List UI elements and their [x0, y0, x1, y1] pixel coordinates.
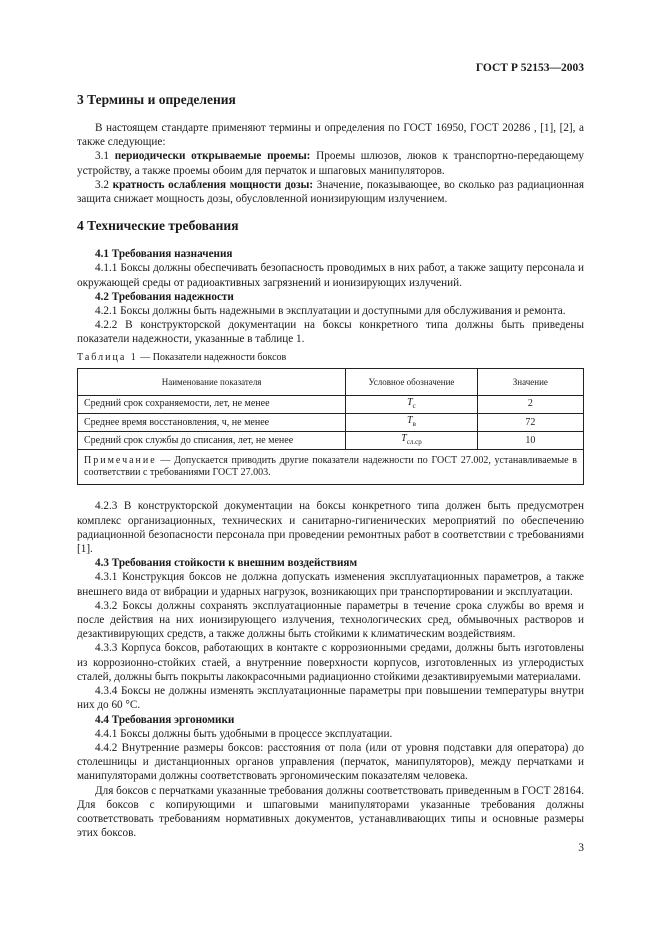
- table-note: [78, 450, 584, 485]
- table-header-symbol: Условное обозначение: [346, 368, 478, 395]
- term-3-2: [77, 178, 584, 206]
- term-3-1: [77, 149, 584, 177]
- clause-4-4-2: 4.4.2 Внутренние размеры боксов: расстояния от пола (или от уровня подставки для оператора) до столешницы и дистанционных органов управления (перчаток, манипуляторов), между перчатками и манипуляторами должны соответствовать эргономическим показателям человека.: [77, 741, 584, 783]
- table-note-row: [78, 450, 584, 485]
- clause-4-1-1: 4.1.1 Боксы должны обеспечивать безопасность проводимых в них работ, а также защиту персонала и окружающей среды от радиоактивных загрязнений и ионизирующих излучений.: [77, 262, 584, 289]
- subsection-4-4-title: 4.4 Требования эргономики: [95, 713, 235, 726]
- clause-4-2-1: 4.2.1 Боксы должны быть надежными в эксплуатации и доступными для обслуживания и ремонта.: [95, 305, 566, 318]
- table-row: [78, 432, 584, 450]
- clause-4-2-2: 4.2.2 В конструкторской документации на боксы конкретного типа должны быть приведены показатели надежности, указанные в таблице 1.: [77, 319, 584, 346]
- table-header-name: Наименование показателя: [78, 368, 346, 395]
- table-header-value: Значение: [477, 368, 583, 395]
- term-3-2-definition: Значение, показывающее, во сколько раз радиационная защита снижает мощность дозы, обусловленной ионизирующим излучением.: [77, 178, 585, 206]
- section-3-title: 3 Термины и определения: [77, 92, 236, 107]
- table-cell-name: Средний срок сохраняемости, лет, не менее: [78, 395, 346, 413]
- clause-4-4-1: 4.4.1 Боксы должны быть удобными в процессе эксплуатации.: [95, 727, 393, 740]
- subsection-4-3-title: 4.3 Требования стойкости к внешним воздействиям: [95, 557, 358, 570]
- table-note-label: Примечание: [84, 455, 157, 467]
- term-3-1-number: 3.1: [95, 150, 109, 163]
- table-cell-name: Средний срок службы до списания, лет, не менее: [78, 432, 346, 450]
- clause-4-3-3: 4.3.3 Корпуса боксов, работающих в контакте с коррозионными средами, должны быть изготовлены из коррозионно-стойких стаей, а внутренние поверхности корпусов, изготовленных из углеродистых сталей, должны быть покрыты лакокрасочными радиационно стойкими дезактивируемыми материалами.: [77, 642, 584, 683]
- table-cell-value: 72: [477, 414, 583, 432]
- table-row: [78, 395, 584, 413]
- term-3-2-number: 3.2: [95, 178, 109, 191]
- table-header-row: [78, 368, 584, 395]
- table-1-caption-label: Таблица 1: [77, 351, 138, 363]
- table-cell-value: 2: [477, 395, 583, 413]
- document-code: ГОСТ Р 52153—2003: [475, 62, 584, 74]
- clause-4-3-1: 4.3.1 Конструкция боксов не должна допускать изменения эксплуатационных параметров, а также внешнего вида от вибрации и ударных нагрузок, возникающих при транспортировании и эксплуатации.: [77, 571, 584, 598]
- term-3-1-name: периодически открываемые проемы:: [114, 150, 311, 163]
- page-number: 3: [578, 842, 584, 854]
- subsection-4-1-title: 4.1 Требования назначения: [95, 248, 233, 261]
- section-3-intro: В настоящем стандарте применяют термины и определения по ГОСТ 16950, ГОСТ 20286 , [1], [2], а также следующие:: [77, 122, 584, 149]
- table-cell-symbol: $T_с$: [346, 395, 478, 413]
- table-1-caption-text: — Показатели надежности боксов: [137, 351, 287, 363]
- table-cell-symbol: $T_в$: [346, 414, 478, 432]
- term-3-1-definition: Проемы шлюзов, люков к транспортно-передающему устройству, а также проемы обоим для перчаток и шпаговых манипуляторов.: [77, 150, 585, 177]
- table-cell-symbol: $T_{сл.ср}$: [346, 432, 478, 450]
- term-3-2-name: кратность ослабления мощности дозы:: [112, 178, 314, 191]
- page-content: [77, 92, 584, 840]
- clause-4-3-2: 4.3.2 Боксы должны сохранять эксплуатационные параметры в течение срока службы во время и после действия на них ионизирующего излучения, технологических сред, обмывочных растворов и дезактивирующих средств, а также должны быть стойкими к климатическим воздействиям.: [77, 599, 584, 641]
- clause-4-3-4: 4.3.4 Боксы не должны изменять эксплуатационные параметры при повышении температуры внутри них до 60 °С.: [77, 685, 584, 712]
- table-cell-value: 10: [477, 432, 583, 450]
- clause-4-2-3: 4.2.3 В конструкторской документации на боксы конкретного типа должен быть предусмотрен комплекс организационных, технических и санитарно-гигиенических мероприятий по обеспечению радиационной безопасности персонала при проведении ремонтных работ в соответствии с требованиями [1].: [77, 500, 584, 556]
- table-row: [78, 414, 584, 432]
- subsection-4-2-title: 4.2 Требования надежности: [95, 290, 234, 303]
- section-4-title: 4 Технические требования: [77, 218, 239, 234]
- table-1-caption: [77, 351, 584, 365]
- reliability-table: [77, 368, 584, 486]
- clause-4-4-2-continued: Для боксов с перчатками указанные требования должны соответствовать приведенным в ГОСТ 28164. Для боксов с копирующими и шпаговыми манипуляторами указанные требования должны соответствовать требованиям нормативных документов, устанавливающих типы и основные размеры этих боксов.: [77, 784, 584, 840]
- table-note-text: — Допускается приводить другие показатели надежности по ГОСТ 27.002, устанавливаемые в соответствии с требованиями ГОСТ 27.003.: [84, 455, 577, 479]
- table-cell-name: Среднее время восстановления, ч, не менее: [78, 414, 346, 432]
